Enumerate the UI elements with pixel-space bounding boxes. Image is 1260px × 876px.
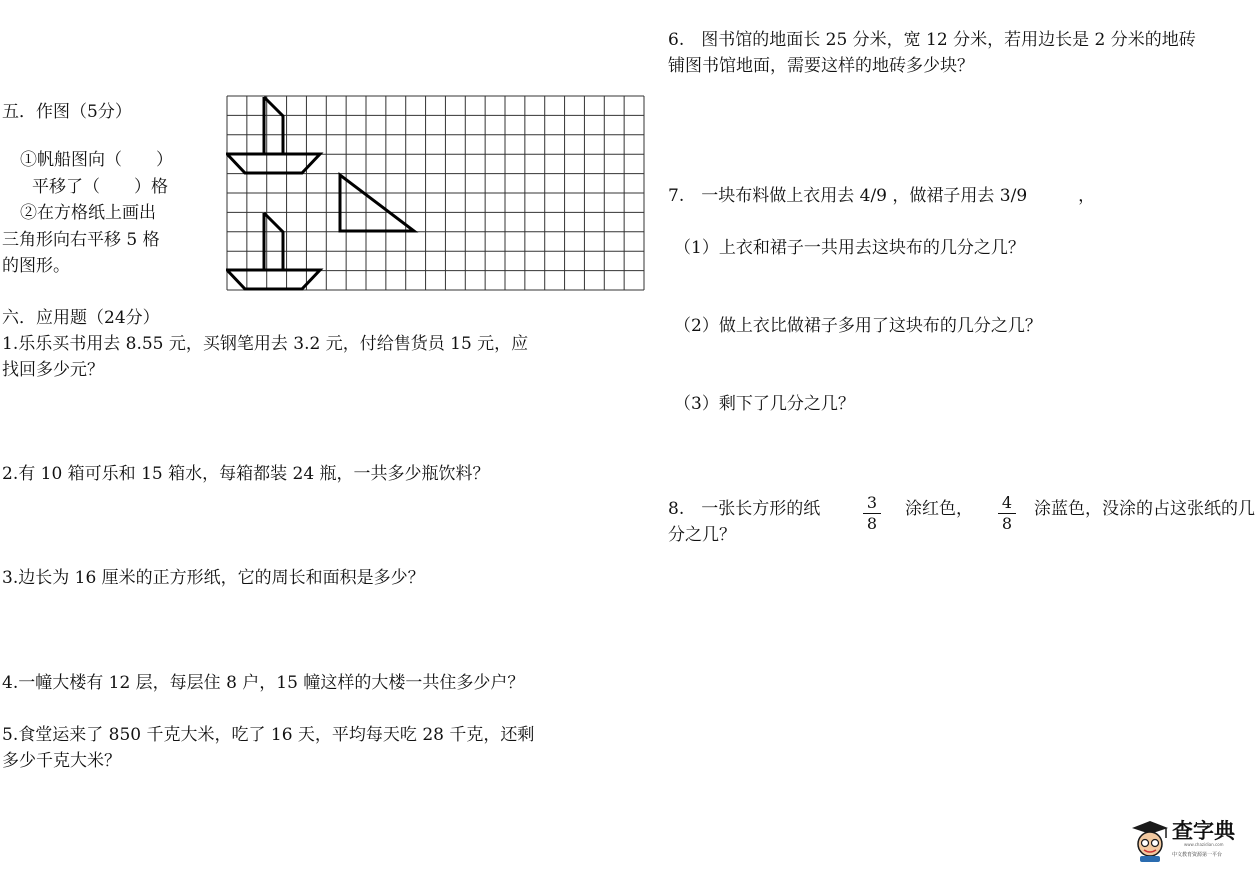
question-sailboat-direction: ①帆船图向（ ）: [20, 150, 173, 170]
question-6-line2: 铺图书馆地面，需要这样的地砖多少块？: [668, 56, 974, 76]
question-5-line2: 多少千克大米？: [2, 751, 121, 771]
question-3: 3.边长为 16 厘米的正方形纸，它的周长和面积是多少？: [2, 568, 425, 588]
question-6-line1: 6. 图书馆的地面长 25 分米，宽 12 分米，若用边长是 2 分米的地砖: [668, 30, 1196, 50]
fraction-denominator: 8: [866, 514, 878, 533]
question-8-line2: 分之几？: [668, 525, 736, 545]
fraction-three-eighths: [863, 493, 881, 534]
question-8-part1: 8. 一张长方形的纸: [668, 499, 821, 519]
mascot-icon: [1132, 821, 1168, 862]
question-triangle-line1: ②在方格纸上画出: [20, 203, 156, 223]
fraction-four-eighths: [998, 493, 1016, 534]
question-1-line1: 1.乐乐买书用去 8.55 元，买钢笔用去 3.2 元，付给售货员 15 元，应: [2, 334, 529, 354]
question-8-part3: 涂蓝色，没涂的占这张纸的几: [1034, 499, 1255, 519]
question-8-part2: 涂红色，: [905, 499, 973, 519]
grid-paper: [226, 95, 646, 291]
question-7-sub2: （2）做上衣比做裙子多用了这块布的几分之几？: [674, 316, 1042, 336]
question-7: 7. 一块布料做上衣用去 4/9 ，做裙子用去 3/9 ，: [668, 186, 1096, 206]
question-4: 4.一幢大楼有 12 层，每层住 8 户，15 幢这样的大楼一共住多少户？: [2, 673, 525, 693]
question-7-sub1: （1）上衣和裙子一共用去这块布的几分之几？: [674, 238, 1025, 258]
fraction-denominator: 8: [1001, 514, 1013, 533]
question-sailboat-distance: 平移了（ ）格: [32, 177, 168, 197]
logo-url: www.chazidian.com: [1184, 842, 1224, 847]
triangle-shape: [340, 175, 414, 231]
logo-subtitle: 中文教育资源第一平台: [1172, 852, 1223, 858]
fraction-numerator: 3: [863, 493, 881, 514]
question-triangle-line2: 三角形向右平移 5 格: [2, 230, 160, 250]
section5-title: 五．作图（5分）: [2, 102, 132, 122]
question-2: 2.有 10 箱可乐和 15 箱水，每箱都装 24 瓶，一共多少瓶饮料？: [2, 464, 490, 484]
question-triangle-line3: 的图形。: [2, 256, 70, 276]
question-7-sub3: （3）剩下了几分之几？: [674, 394, 855, 414]
question-5-line1: 5.食堂运来了 850 千克大米，吃了 16 天，平均每天吃 28 千克，还剩: [2, 725, 535, 745]
logo-title: 查字典: [1172, 819, 1235, 843]
fraction-numerator: 4: [998, 493, 1016, 514]
section6-title: 六．应用题（24分）: [2, 308, 160, 328]
grid-lines: [227, 96, 644, 290]
question-1-line2: 找回多少元？: [2, 360, 104, 380]
